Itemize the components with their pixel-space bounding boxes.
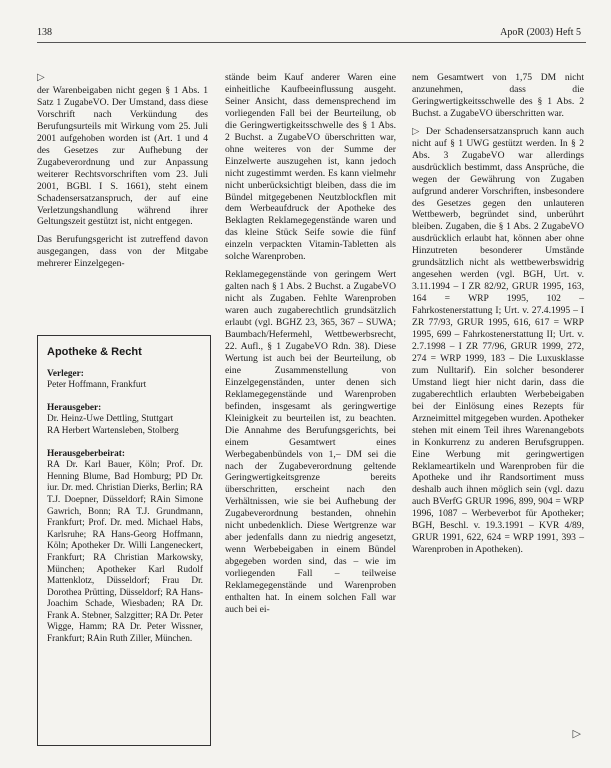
paragraph: Reklamegegenstände von geringem Wert galten nach § 1 Abs. 2 Buchst. a ZugabeVO nicht als Zugaben. Fehlte Warenproben waren auch zugaberechtlich grundsätzlich erlaubt (vgl. BGHZ 23, 365, 367 – SUWA; Baumbach/Hefermehl, Wettbewerbsrecht, 22. Aufl., § 1 ZugabeVO Rdn. 38). Diese Wertung ist auch bei der Beurteilung, ob eine Zusammenstellung von Einzelgegenständen, unter denen sich Reklamegegenstände und Warenproben befinden, insgesamt als geringwertige Kleinigkeit zu beurteilen ist, zu beachten. Die Annahme des Berufungsgerichts, bei einem Gesamtwert eines Werbegabenbündels von 1,– DM sei die nach der Zugabeverordnung geltende Geringwertigkeitsgrenze bereits überschritten, erscheint nach den Verhältnissen, wie sie bei Aufhebung der Zugabeverordnung bestanden, ohnehin nicht unbedenklich. Diese Wertgrenze war aber jedenfalls dann zu niedrig angesetzt, wenn Werbebeigaben in einem Bündel abgegeben worden sind, das – wie im vorliegenden Fall – teilweise Reklamegegenstände und Warenproben enthalten hat. In einem solchen Fall war auch bei ei-	[225, 269, 396, 615]
paragraph-text: Der Schadensersatzanspruch kann auch nicht auf § 1 UWG gestützt werden. In § 2 Abs. 3 ZugabeVO war allerdings ausdrücklich bestimmt, dass Ansprüche, die wegen der Gewährung von Zugaben aufgrund anderer Vorschriften, insbesondere des Gesetzes gegen den unlauteren Wettbewerb, begründet sind, unberührt bleiben. Zugaben, die § 1 Abs. 2 ZugabeVO ausdrücklich erlaubt hat, können aber ohne Hinzutreten besonderer Umstände grundsätzlich nicht als wettbewerbswidrig angesehen werden (vgl. BGH, Urt. v. 3.11.1994 – I ZR 82/92, GRUR 1995, 163, 164 = WRP 1995, 102 – Fahrkostenerstattung I; Urt. v. 27.4.1995 – I ZR 77/93, GRUR 1995, 616, 617 = WRP 1995, 699 – Fahrkostenerstattung II; Urt. v. 2.7.1998 – I ZR 77/96, GRUR 1999, 272, 274 = WRP 1999, 183 – Die Luxusklasse zum Nulltarif). Ein solcher besonderer Umstand liegt hier nicht darin, dass die zugaberechtlich erlaubten Werbebeigaben bei der Einlösung eines Rezepts für Arzneimittel mitgegeben wurden. Apotheker stehen mit einem Teil ihres Warenangebots in Konkurrenz zu anderen Berufsgruppen. Eine Werbung mit geringwertigen Reklameartikeln und Warenproben für die Apotheke und ihr Randsortiment muss deshalb auch ihnen möglich sein (vgl. dazu auch BVerfG GRUR 1996, 899, 904 = WRP 1996, 1087 – Werbeverbot für Apotheker; BGH, Beschl. v. 19.3.1991 – KVR 4/89, GRUR 1991, 622, 624 = WRP 1991, 393 – Warenproben in Apotheken).	[412, 125, 584, 556]
paragraph: der Warenbeigaben nicht gegen § 1 Abs. 1 Satz 1 ZugabeVO. Der Umstand, dass diese Vorschrift nach Verkündung des Berufungsurteils mit Wirkung vom 25. Juli 2001 aufgehoben worden ist (Art. 1 und 4 des Gesetzes zur Aufhebung der Zugabeverordnung und zur Anpassung weiterer Rechtsvorschriften vom 23. Juli 2001, BGBl. I S. 1661), steht einem Schadensersatzanspruch, der auf eine Verletzungshandlung während ihrer Geltungszeit gestützt ist, nicht entgegen.	[37, 85, 208, 228]
paragraph: stände beim Kauf anderer Waren eine einheitliche Kaufbeeinflussung ausgeht. Seiner Ansicht, dass demensprechend im vorliegenden Fall bei der Beurteilung, ob die Geringwertigkeitsschwelle des § 1 Abs. 2 Buchst. a ZugabeVO überschritten war, ohne weiteres von der Summe der Einzelwerte auszugehen ist, kann jedoch nicht zugestimmt werden. Es kann vielmehr nicht unberücksichtigt bleiben, dass die im Bündel mitgegebenen Neutzblockflen mit dem Werbeaufdruck der Apotheke des Beklagten Reklamegegenstände waren und das kleine Stück Seife sowie die fünf einzeln verpackten Vitamin-Tabletten als solche Warenproben.	[225, 72, 396, 263]
header-rule	[37, 42, 586, 43]
paragraph: nem Gesamtwert von 1,75 DM nicht anzunehmen, dass die Geringwertigkeitsschwelle des § 1 Abs. 2 Buchst. a ZugabeVO überschritten war.	[412, 72, 584, 119]
text-column-1	[37, 72, 208, 270]
continue-arrow-icon: ▷	[572, 728, 581, 740]
board-heading: Herausgeberbeirat:	[47, 448, 125, 459]
text-column-3	[412, 72, 584, 556]
page-number: 138	[37, 27, 52, 38]
masthead-title: Apotheke & Recht	[47, 346, 142, 358]
text-column-2	[225, 72, 396, 616]
paragraph-with-marker	[412, 126, 584, 556]
publisher-name: Peter Hoffmann, Frankfurt	[47, 380, 147, 391]
editors-list: Dr. Heinz-Uwe Dettling, Stuttgart RA Herbert Wartensleben, Stolberg	[47, 414, 179, 436]
masthead-box	[37, 335, 211, 746]
paragraph-arrow-icon: ▷	[37, 72, 45, 83]
paragraph: Das Berufungsgericht ist zutreffend davon ausgegangen, dass von der Mitgabe mehrerer Einzelgegen-	[37, 234, 208, 270]
publisher-heading: Verleger:	[47, 368, 84, 379]
paragraph-arrow-icon: ▷	[412, 125, 422, 137]
running-header: ApoR (2003) Heft 5	[500, 27, 581, 38]
board-list: RA Dr. Karl Bauer, Köln; Prof. Dr. Henning Blume, Bad Homburg; PD Dr. iur. Dr. med. Christian Dierks, Berlin; RA T.J. Doepner, Düsseldorf; RAin Simone Gawrich, Bonn; RA T.J. Grundmann, Frankfurt; Prof. Dr. med. Michael Habs, Karlsruhe; RA Hans-Georg Hoffmann, Köln; Apotheker Dr. Willi Langeneckert, Frankfurt; RA Christian Markowsky, München; Apotheker Karl Rudolf Mattenklotz, Düsseldorf; Frau Dr. Dorothea Prütting, Düsseldorf; RA Hans-Joachim Schade, Wiesbaden; RA Dr. Frank A. Stebner, Salzgitter; RA Dr. Peter Wigge, Hamm; RA Dr. Peter Wissner, Frankfurt; RAin Ruth Ziller, München.	[47, 460, 203, 645]
editors-heading: Herausgeber:	[47, 402, 102, 413]
